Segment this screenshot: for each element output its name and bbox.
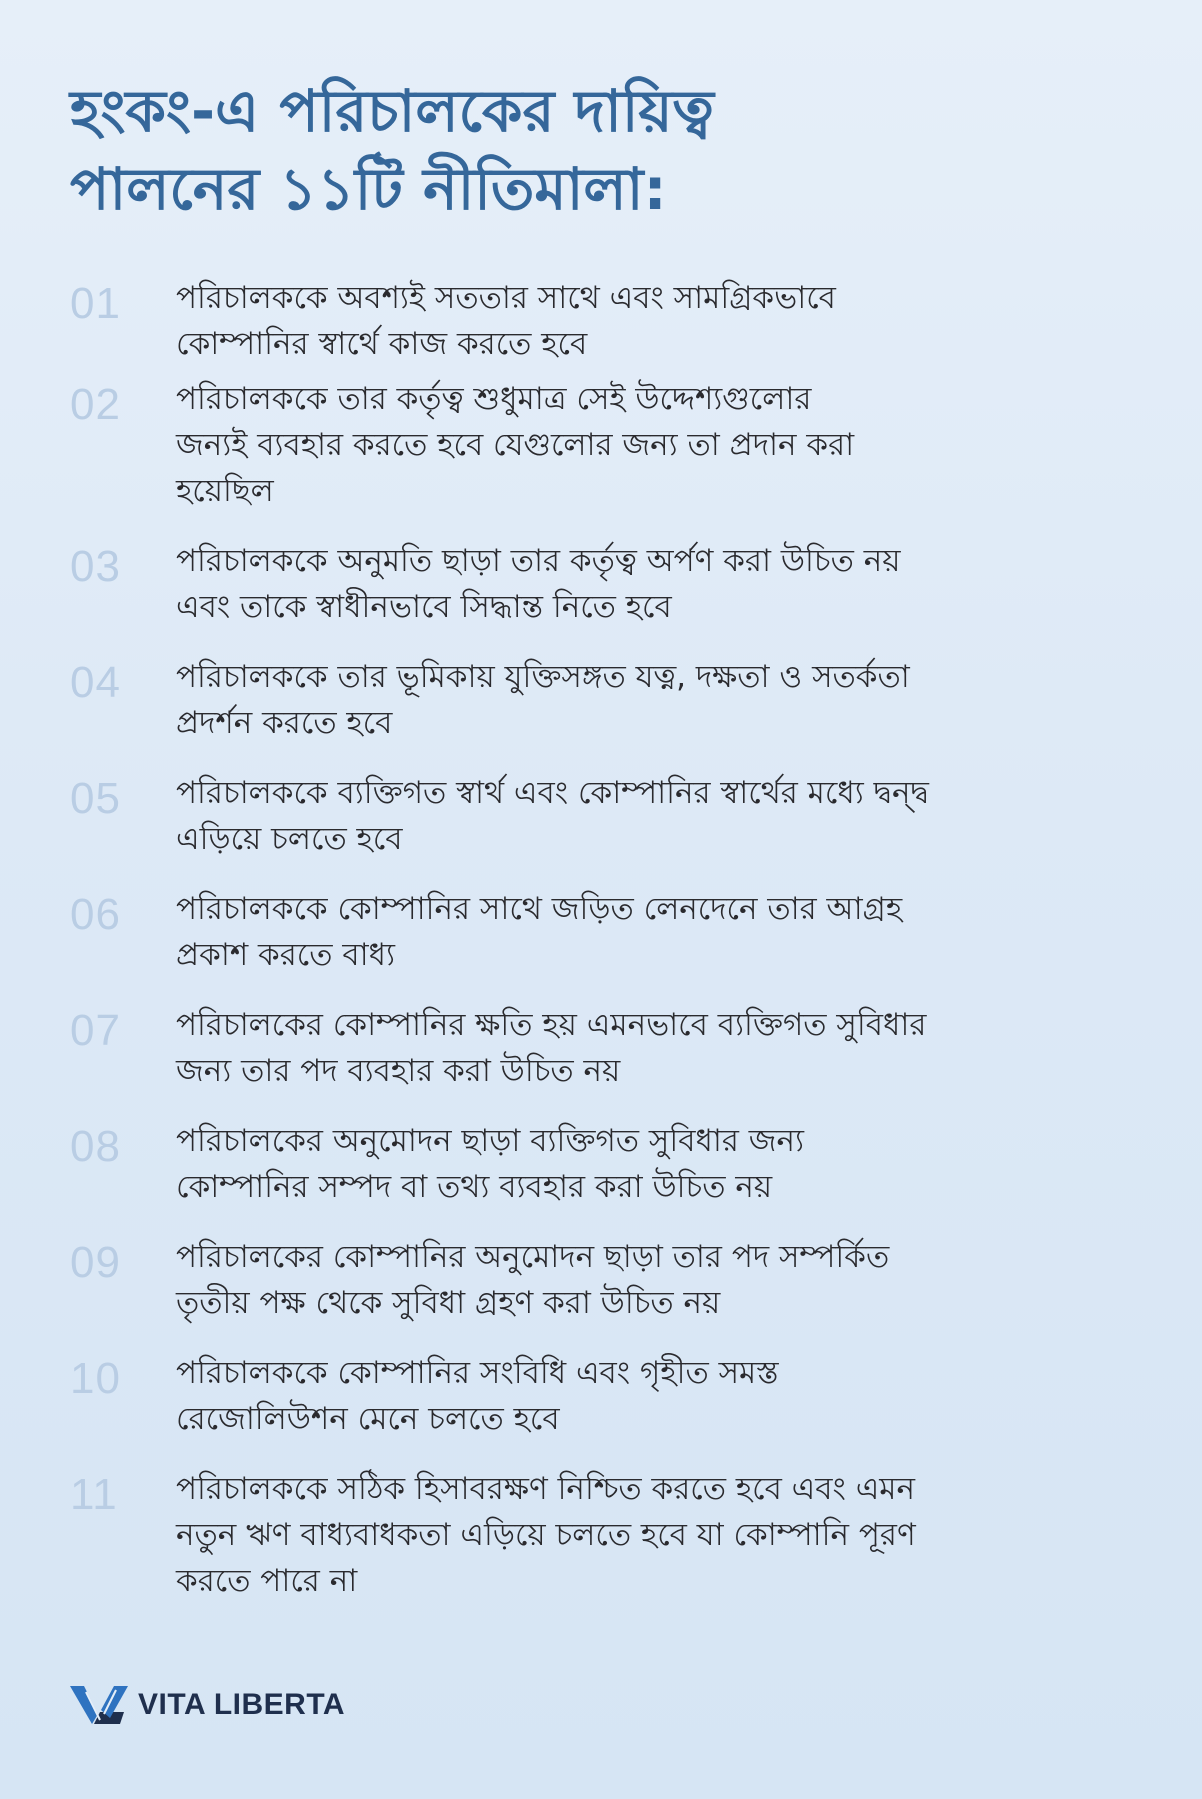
principle-text-line: হয়েছিল	[176, 473, 274, 509]
principle-text-line: পরিচালককে তার ভূমিকায় যুক্তিসঙ্গত যত্ন, দক্ষতা ও সতর্কতা	[176, 659, 910, 695]
principle-text-line: পরিচালককে ব্যক্তিগত স্বার্থ এবং কোম্পানির স্বার্থের মধ্যে দ্বন্দ্ব	[176, 775, 929, 811]
brand-name: VITA LIBERTA	[138, 1688, 346, 1721]
principle-text-line: কোম্পানির স্বার্থে কাজ করতে হবে	[176, 326, 588, 362]
principle-number: 07	[70, 1006, 121, 1055]
principle-item	[70, 770, 1070, 886]
principle-text-line: রেজোলিউশন মেনে চলতে হবে	[176, 1401, 560, 1437]
principle-text-line: পরিচালককে কোম্পানির সাথে জড়িত লেনদেনে তার আগ্রহ	[176, 891, 903, 927]
principle-number: 02	[70, 380, 121, 429]
brand-logo	[70, 1682, 345, 1728]
vita-liberta-logo-icon	[70, 1684, 128, 1726]
principle-text-line: পরিচালককে তার কর্তৃত্ব শুধুমাত্র সেই উদ্দেশ্যগুলোর	[176, 381, 812, 417]
principle-text-line: জন্যই ব্যবহার করতে হবে যেগুলোর জন্য তা প্রদান করা	[176, 427, 855, 463]
principle-item	[70, 275, 1070, 376]
principle-text	[176, 1350, 1070, 1442]
principle-text-line: এড়িয়ে চলতে হবে	[176, 821, 403, 857]
principle-text-line: জন্য তার পদ ব্যবহার করা উচিত নয়	[176, 1053, 621, 1089]
principle-item	[70, 376, 1070, 538]
principle-text	[176, 886, 1070, 978]
principle-number: 01	[70, 279, 121, 328]
principle-number: 11	[70, 1470, 118, 1519]
page-title-line-2: পালনের ১১টি নীতিমালা:	[70, 155, 667, 223]
page-title-line-1: হংকং-এ পরিচালকের দায়িত্ব	[70, 77, 714, 145]
principles-list	[70, 275, 1070, 1616]
principle-text	[176, 770, 1070, 862]
principle-number: 04	[70, 658, 121, 707]
principle-text-line: কোম্পানির সম্পদ বা তথ্য ব্যবহার করা উচিত নয়	[176, 1169, 773, 1205]
principle-item	[70, 1234, 1070, 1350]
principle-item	[70, 1002, 1070, 1118]
principle-text	[176, 376, 1070, 514]
principle-text	[176, 1234, 1070, 1326]
principle-text	[176, 1118, 1070, 1210]
principle-text-line: প্রকাশ করতে বাধ্য	[176, 937, 395, 973]
principle-text-line: পরিচালকের কোম্পানির ক্ষতি হয় এমনভাবে ব্যক্তিগত সুবিধার	[176, 1007, 927, 1043]
principle-number: 10	[70, 1354, 121, 1403]
principle-item	[70, 1466, 1070, 1616]
principle-text	[176, 1466, 1070, 1604]
principle-text-line: পরিচালককে অবশ্যই সততার সাথে এবং সামগ্রিকভাবে	[176, 280, 836, 316]
principle-number: 09	[70, 1238, 121, 1287]
principle-item	[70, 538, 1070, 654]
principle-text	[176, 275, 1070, 367]
principle-text-line: করতে পারে না	[176, 1563, 358, 1599]
principle-text-line: নতুন ঋণ বাধ্যবাধকতা এড়িয়ে চলতে হবে যা কোম্পানি পূরণ	[176, 1517, 916, 1553]
principle-text-line: পরিচালকের অনুমোদন ছাড়া ব্যক্তিগত সুবিধার জন্য	[176, 1123, 804, 1159]
principle-text-line: পরিচালককে কোম্পানির সংবিধি এবং গৃহীত সমস্ত	[176, 1355, 779, 1391]
principle-text-line: পরিচালকের কোম্পানির অনুমোদন ছাড়া তার পদ সম্পর্কিত	[176, 1239, 890, 1275]
principle-number: 06	[70, 890, 121, 939]
principle-text	[176, 1002, 1070, 1094]
principle-number: 08	[70, 1122, 121, 1171]
principle-item	[70, 654, 1070, 770]
principle-text-line: এবং তাকে স্বাধীনভাবে সিদ্ধান্ত নিতে হবে	[176, 589, 672, 625]
principle-number: 05	[70, 774, 121, 823]
principle-text	[176, 654, 1070, 746]
principle-item	[70, 886, 1070, 1002]
principle-text-line: পরিচালককে অনুমতি ছাড়া তার কর্তৃত্ব অর্পণ করা উচিত নয়	[176, 543, 901, 579]
principle-text-line: পরিচালককে সঠিক হিসাবরক্ষণ নিশ্চিত করতে হবে এবং এমন	[176, 1471, 916, 1507]
principle-text-line: প্রদর্শন করতে হবে	[176, 705, 393, 741]
principle-text	[176, 538, 1070, 630]
principle-text-line: তৃতীয় পক্ষ থেকে সুবিধা গ্রহণ করা উচিত নয়	[176, 1285, 721, 1321]
principle-number: 03	[70, 542, 121, 591]
principle-item	[70, 1350, 1070, 1466]
principle-item	[70, 1118, 1070, 1234]
page-title	[70, 72, 1070, 228]
